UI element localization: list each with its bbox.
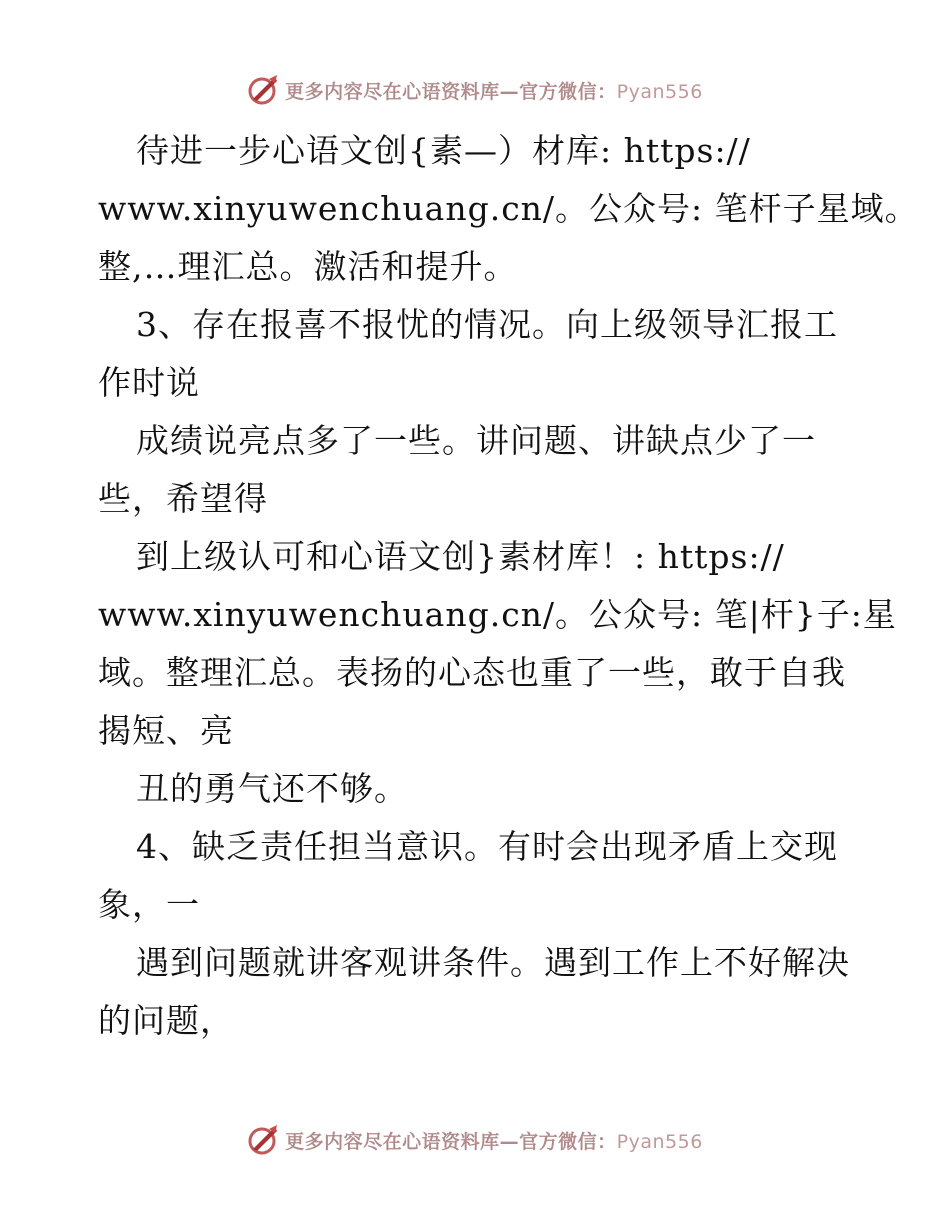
text-line: 遇到问题就讲客观讲条件。遇到工作上不好解决 xyxy=(136,943,850,982)
text-line: 整,…理汇总。激活和提升。 xyxy=(98,247,518,286)
watermark-handle: Pyan556 xyxy=(616,80,703,103)
text-line: 3、存在报喜不报忧的情况。向上级领导汇报工 xyxy=(136,305,838,344)
watermark-text: 更多内容尽在心语资料库—官方微信：Pyan556 xyxy=(285,1130,703,1153)
header-watermark xyxy=(0,70,950,110)
text-line: www.xinyuwenchuang.cn/。公众号: 笔|杆}子:星 xyxy=(98,595,897,634)
text-line: www.xinyuwenchuang.cn/。公众号: 笔杆子星域。 xyxy=(98,189,919,228)
quill-logo-icon xyxy=(247,73,281,107)
watermark-text: 更多内容尽在心语资料库—官方微信：Pyan556 xyxy=(285,80,703,103)
text-line: 揭短、亮 xyxy=(98,711,234,750)
text-line: 的问题， xyxy=(98,1001,234,1040)
document-body xyxy=(98,122,919,1050)
text-line: 待进一步心语文创{素—）材库: https:// xyxy=(136,131,751,170)
text-line: 域。整理汇总。表扬的心态也重了一些，敢于自我 xyxy=(98,653,846,692)
text-line: 作时说 xyxy=(98,363,200,402)
text-line: 4、缺乏责任担当意识。有时会出现矛盾上交现 xyxy=(136,827,838,866)
text-line: 成绩说亮点多了一些。讲问题、讲缺点少了一 xyxy=(136,421,816,460)
quill-logo-icon xyxy=(247,1123,281,1157)
text-line: 丑的勇气还不够。 xyxy=(136,769,408,808)
text-line: 到上级认可和心语文创}素材库！: https:// xyxy=(136,537,785,576)
watermark-handle: Pyan556 xyxy=(616,1130,703,1153)
footer-watermark xyxy=(0,1120,950,1160)
text-line: 象，一 xyxy=(98,885,200,924)
text-line: 些，希望得 xyxy=(98,479,268,518)
